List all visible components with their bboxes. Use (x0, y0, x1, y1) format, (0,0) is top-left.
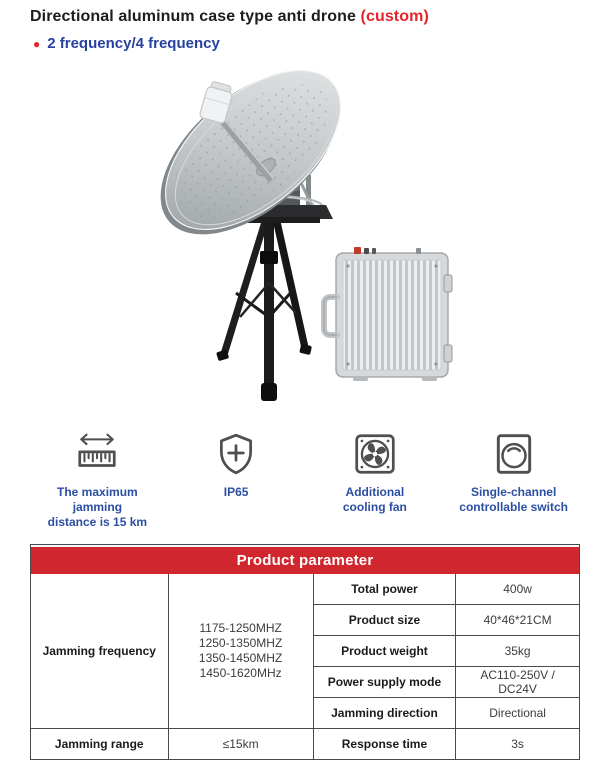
case-handle (324, 297, 337, 335)
case-latch-top (444, 275, 452, 292)
tripod (216, 205, 312, 401)
total-power-label: Total power (313, 574, 455, 605)
feature-label-ip65: IP65 (223, 485, 249, 499)
table-row (31, 729, 579, 760)
feature-controllable-switch (444, 429, 583, 530)
cooling-fan-icon (352, 431, 398, 477)
frequency-band: 1350-1450MHZ (198, 651, 283, 665)
jamming-frequency-label: Jamming frequency (31, 574, 168, 729)
frequency-subtitle-text: 2 frequency/4 frequency (47, 35, 220, 52)
red-bullet-icon: ● (33, 37, 41, 51)
page-title-text: Directional aluminum case type anti drone (30, 8, 356, 25)
feature-jamming-distance (28, 429, 167, 530)
dish (132, 55, 369, 266)
feature-label-cooling-fan: Additional cooling fan (342, 485, 407, 514)
table-row (31, 574, 579, 605)
total-power-value: 400w (456, 574, 579, 605)
frequency-band: 1175-1250MHZ (199, 621, 282, 635)
control-knob-icon (491, 431, 537, 477)
product-weight-value: 35kg (456, 636, 579, 667)
jamming-direction-label: Jamming direction (313, 698, 455, 729)
aluminum-case-image (324, 247, 452, 381)
shield-plus-icon (213, 431, 259, 477)
feature-ip65 (167, 429, 306, 530)
product-parameter-table (30, 544, 580, 760)
dish-antenna-image (132, 55, 369, 401)
response-time-value: 3s (456, 729, 579, 760)
jamming-direction-value: Directional (456, 698, 579, 729)
case-connector-dark2 (372, 248, 376, 254)
ruler-distance-icon (74, 431, 120, 477)
frequency-band: 1250-1350MHZ (198, 636, 283, 650)
case-connector-red (354, 247, 361, 254)
jamming-range-value: ≤15km (168, 729, 313, 760)
table-header: Product parameter (31, 547, 579, 574)
product-size-value: 40*46*21CM (456, 605, 579, 636)
frequency-band: 1450-1620MHz (199, 666, 282, 680)
jamming-frequency-values (168, 574, 313, 729)
power-supply-mode-value: AC110-250V / DC24V (456, 667, 579, 698)
jamming-range-label: Jamming range (31, 729, 168, 760)
product-photo-area (0, 55, 609, 427)
product-photo (60, 55, 540, 427)
case-connector-dark (364, 248, 369, 254)
feature-label-controllable-switch: Single-channel controllable switch (459, 485, 568, 514)
frequency-subtitle (33, 35, 589, 53)
page-title (30, 7, 589, 27)
feature-row (28, 429, 583, 530)
case-latch-bottom (444, 345, 452, 362)
power-supply-mode-label: Power supply mode (313, 667, 455, 698)
product-weight-label: Product weight (313, 636, 455, 667)
page-title-custom-tag: (custom) (355, 8, 429, 25)
case-connector-gray (416, 248, 421, 254)
response-time-label: Response time (313, 729, 455, 760)
feature-label-jamming-distance: The maximum jamming distance is 15 km (47, 485, 148, 529)
feature-cooling-fan (306, 429, 445, 530)
product-size-label: Product size (313, 605, 455, 636)
